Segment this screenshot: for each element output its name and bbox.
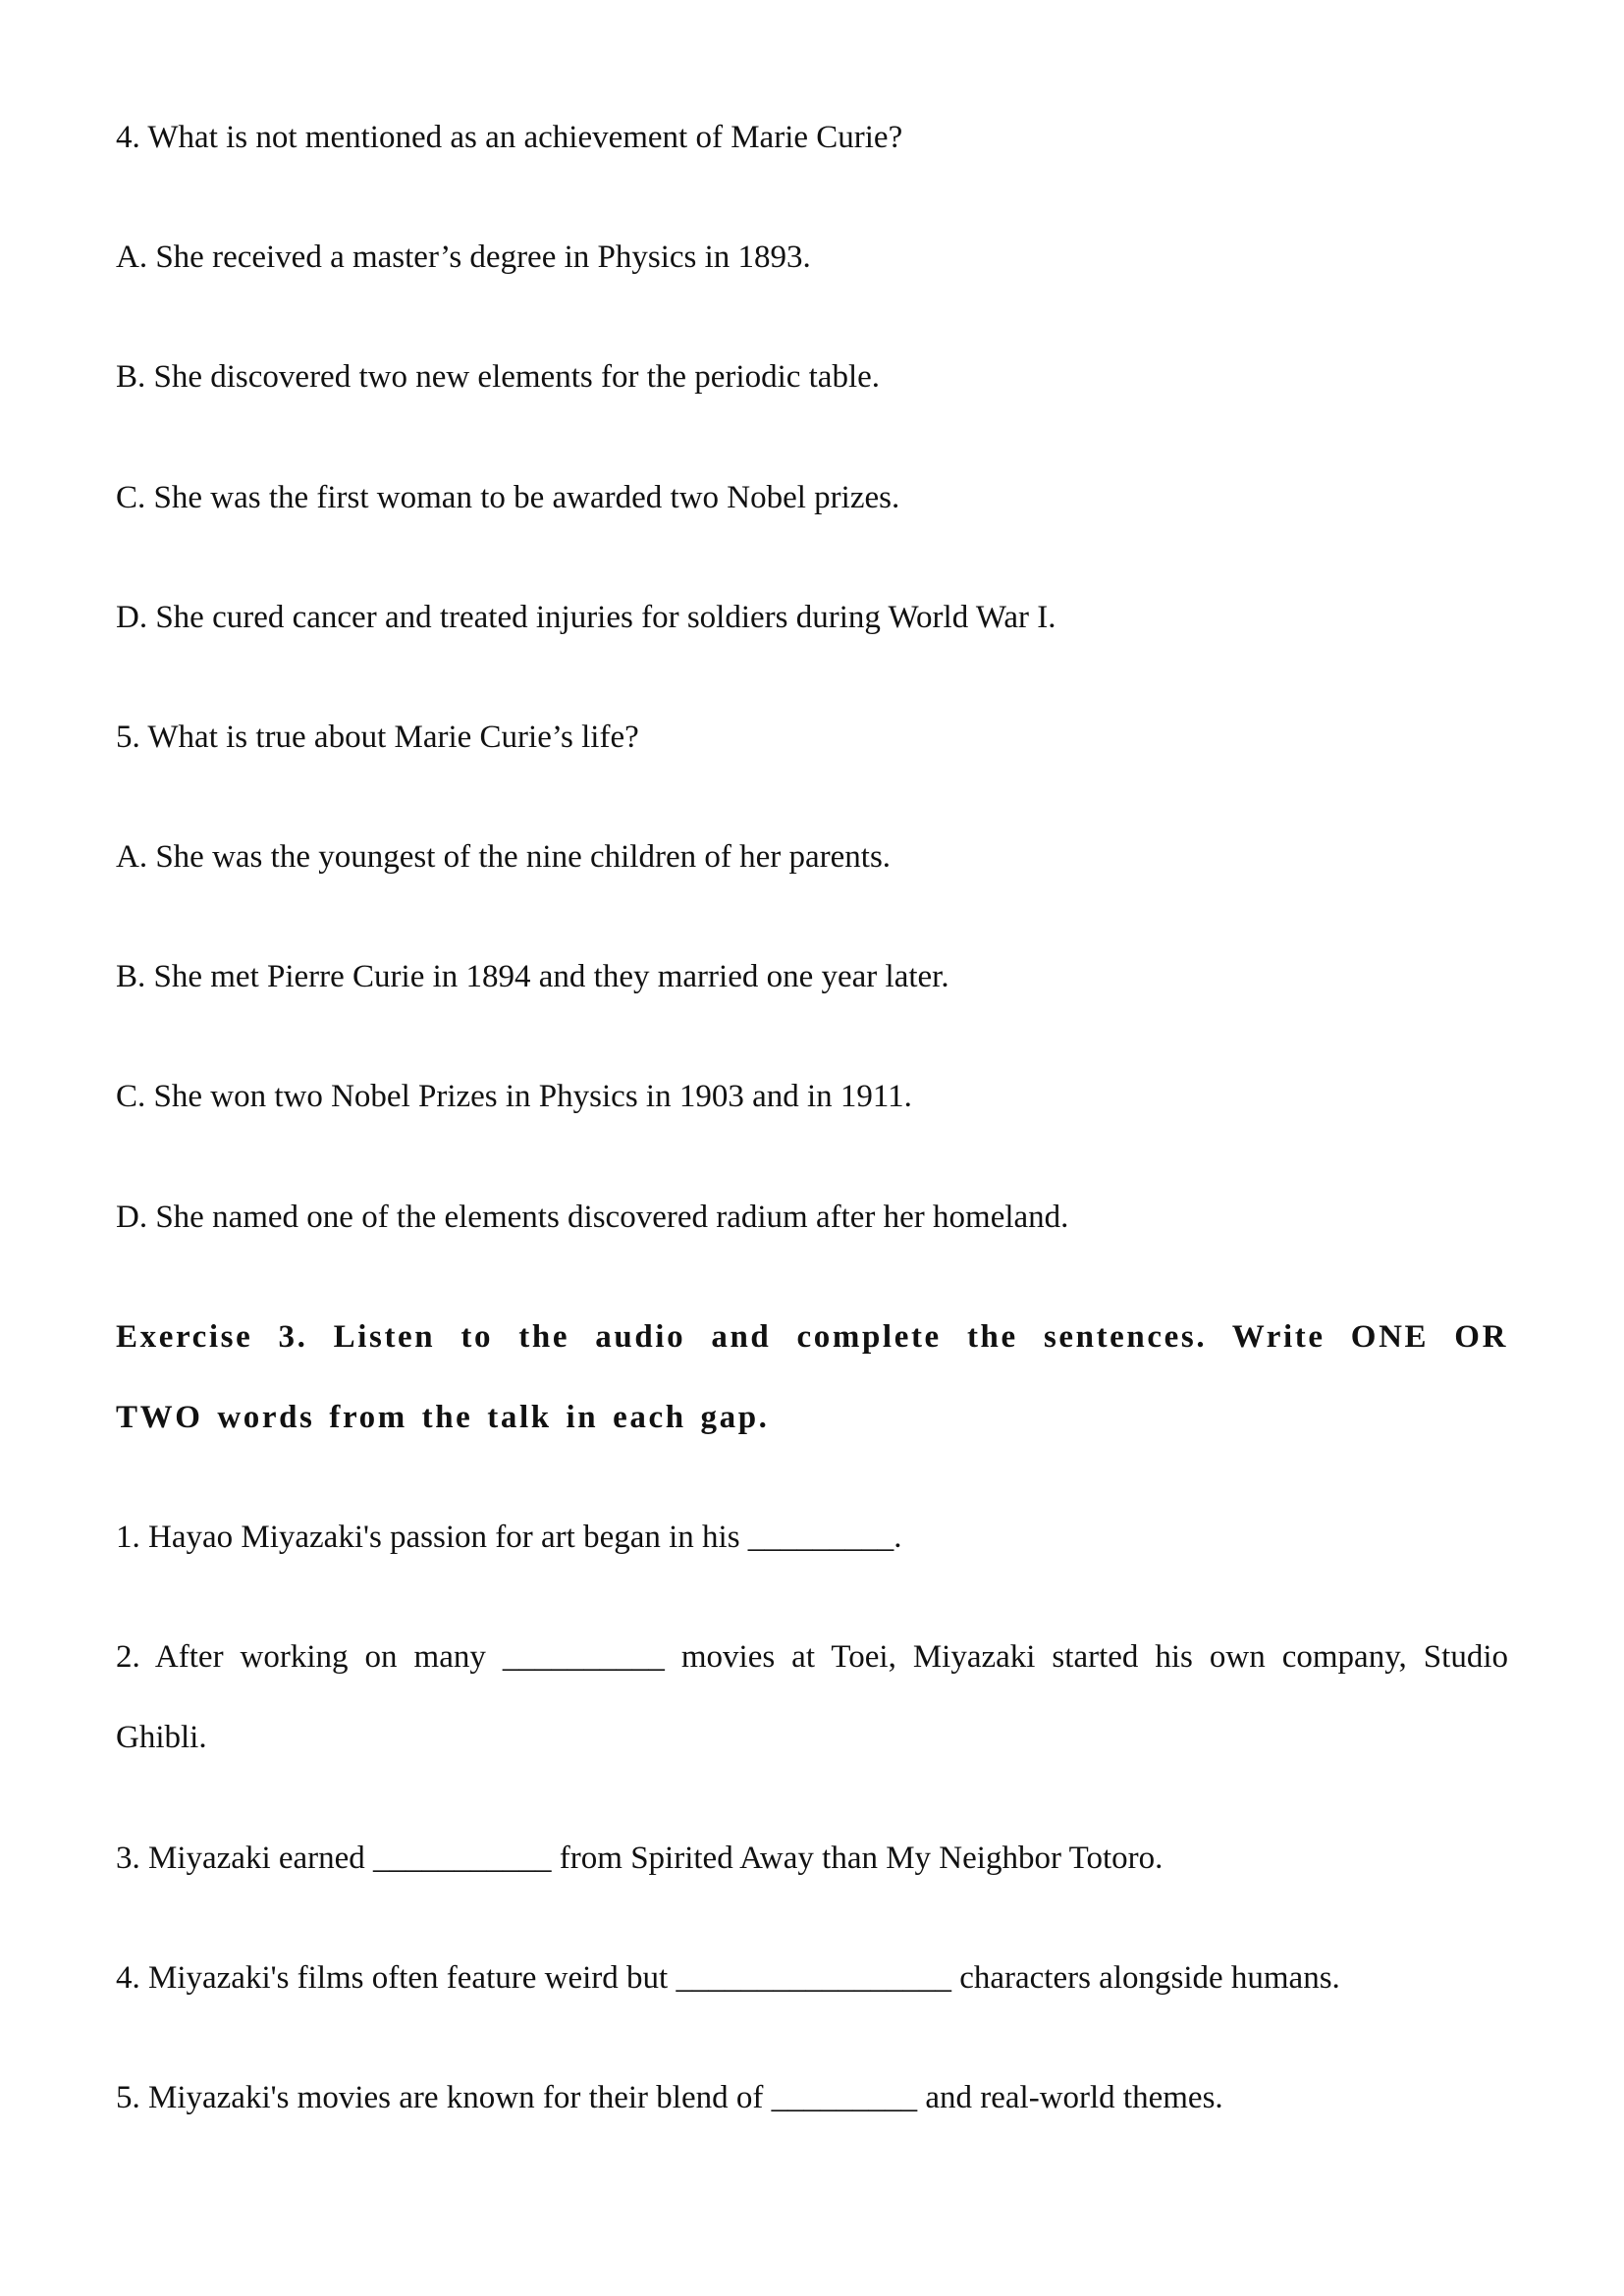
question-5-stem: 5. What is true about Marie Curie’s life? <box>116 720 639 755</box>
exercise-3-heading-line-2: TWO words from the talk in each gap. <box>116 1400 770 1435</box>
exercise-3-item-3: 3. Miyazaki earned ___________ from Spirited Away than My Neighbor Totoro. <box>116 1841 1164 1876</box>
question-5-option-a: A. She was the youngest of the nine children of her parents. <box>116 839 892 875</box>
question-4-option-a: A. She received a master’s degree in Physics in 1893. <box>116 240 811 275</box>
exercise-3-item-5: 5. Miyazaki's movies are known for their blend of _________ and real-world themes. <box>116 2080 1223 2115</box>
exercise-3-item-1: 1. Hayao Miyazaki's passion for art began in his _________. <box>116 1520 902 1555</box>
question-5-option-d: D. She named one of the elements discovered radium after her homeland. <box>116 1200 1069 1235</box>
question-5-option-c: C. She won two Nobel Prizes in Physics in 1903 and in 1911. <box>116 1079 912 1114</box>
question-4-stem: 4. What is not mentioned as an achievement of Marie Curie? <box>116 120 903 155</box>
exercise-3-item-4: 4. Miyazaki's films often feature weird but _________________ characters alongside humans. <box>116 1960 1340 1996</box>
exercise-3-item-2-line-1: 2. After working on many __________ movies at Toei, Miyazaki started his own company, Studio <box>116 1639 1508 1675</box>
question-4-option-b: B. She discovered two new elements for the periodic table. <box>116 359 881 395</box>
question-4-option-d: D. She cured cancer and treated injuries for soldiers during World War I. <box>116 600 1056 635</box>
exercise-3-item-2-line-2: Ghibli. <box>116 1720 207 1755</box>
exercise-3-heading-line-1: Exercise 3. Listen to the audio and complete the sentences. Write ONE OR <box>116 1319 1508 1355</box>
question-5-option-b: B. She met Pierre Curie in 1894 and they married one year later. <box>116 959 949 994</box>
question-4-option-c: C. She was the first woman to be awarded two Nobel prizes. <box>116 480 900 515</box>
